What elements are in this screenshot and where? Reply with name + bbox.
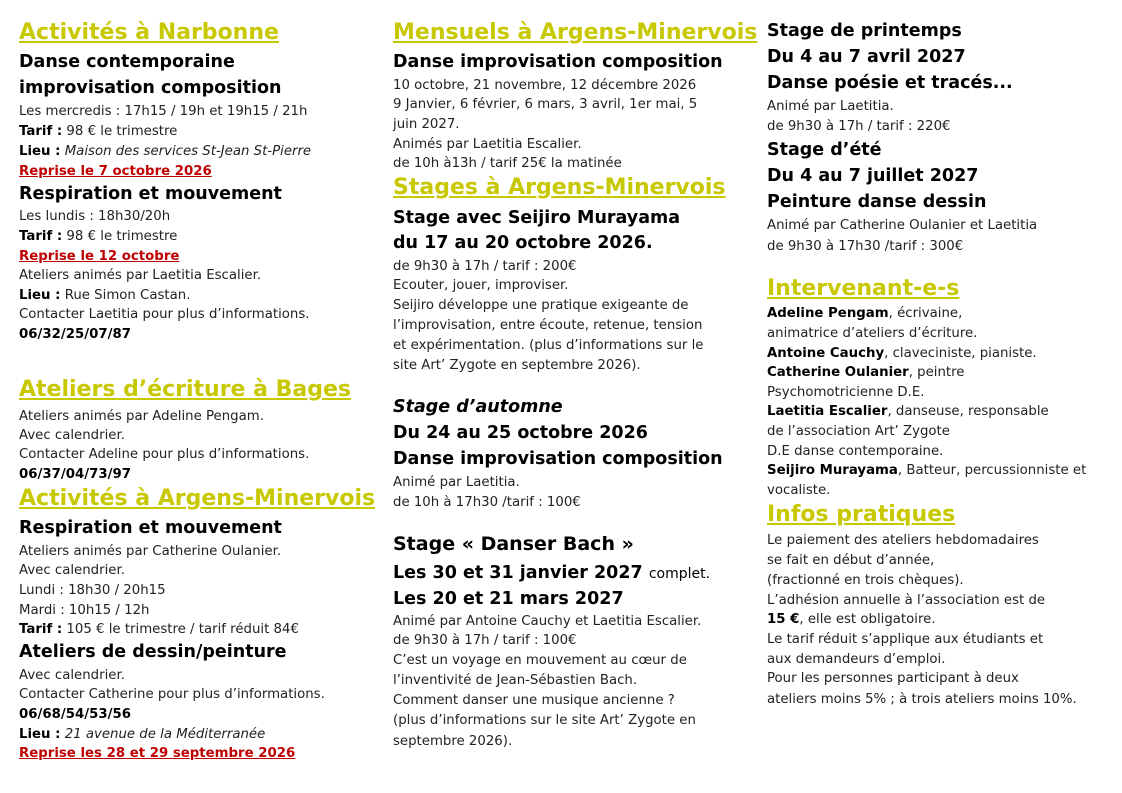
antoine-desc: , claveciniste, pianiste. (884, 346, 1037, 361)
bages-phone: 06/37/04/73/97 (19, 467, 131, 482)
seijiro-name: Seijiro Murayama (767, 463, 898, 478)
automne-horaire: de 10h à 17h30 /tarif : 100€ (393, 495, 581, 510)
infos-line-6: Le tarif réduit s’applique aux étudiants et (767, 632, 1044, 647)
infos-line-5 (767, 612, 936, 627)
seijiro-line-3: l’improvisation, entre écoute, retenue, tension (393, 318, 703, 333)
adeline-name: Adeline Pengam (767, 306, 889, 321)
intervenants-heading: Intervenant-e-s (767, 276, 960, 301)
bach-horaire: de 9h30 à 17h / tarif : 100€ (393, 633, 577, 648)
resp-phone: 06/32/25/07/87 (19, 327, 131, 342)
seijiro-line-5: site Art’ Zygote en septembre 2026). (393, 358, 641, 373)
danse-schedule: Les mercredis : 17h15 / 19h et 19h15 / 21h (19, 104, 308, 119)
laetitia-desc-3: D.E danse contemporaine. (767, 444, 944, 459)
resp-title: Respiration et mouvement (19, 184, 282, 204)
mensuels-animes: Animés par Laetitia Escalier. (393, 137, 582, 152)
narbonne-heading: Activités à Narbonne (19, 20, 279, 45)
catherine-desc: , peintre (908, 365, 965, 380)
bach-line-4: (plus d’informations sur le site Art’ Zygote en (393, 713, 696, 728)
tarif-label: Tarif : (19, 124, 63, 139)
danse-title-line1: Danse contemporaine (19, 52, 235, 72)
adhesion-amount: 15 € (767, 612, 800, 627)
seijiro-title: Stage avec Seijiro Murayama (393, 208, 681, 228)
seijiro-line-2: Seijiro développe une pratique exigeante de (393, 298, 689, 313)
dessin-lieu-line (19, 727, 265, 742)
printemps-title: Stage de printemps (767, 21, 962, 41)
resp-schedule: Les lundis : 18h30/20h (19, 209, 171, 224)
adhesion-text: , elle est obligatoire. (799, 612, 936, 627)
infos-line-4: L’adhésion annuelle à l’association est de (767, 593, 1046, 608)
automne-dates: Du 24 au 25 octobre 2026 (393, 423, 648, 443)
mensuels-heading: Mensuels à Argens-Minervois (393, 20, 758, 45)
bages-heading: Ateliers d’écriture à Bages (19, 377, 352, 402)
danse-title-line2: improvisation composition (19, 78, 282, 98)
bach-line-2: l’inventivité de Jean-Sébastien Bach. (393, 673, 638, 688)
bach-complet: complet. (648, 566, 711, 582)
mensuels-dates-1: 10 octobre, 21 novembre, 12 décembre 2026 (393, 78, 697, 93)
resp-animes: Ateliers animés par Laetitia Escalier. (19, 268, 262, 283)
infos-line-3: (fractionné en trois chèques). (767, 573, 964, 588)
adeline-desc: , écrivaine, (888, 306, 963, 321)
intervenant-adeline (767, 306, 962, 321)
seijiro-line-4: et expérimentation. (plus d’informations sur le (393, 338, 704, 353)
ete-title: Stage d’été (767, 140, 882, 160)
dessin-reprise: Reprise les 28 et 29 septembre 2026 (19, 746, 296, 761)
ete-subtitle: Peinture danse dessin (767, 192, 987, 212)
tarif-label: Tarif : (19, 229, 63, 244)
catherine-name: Catherine Oulanier (767, 365, 909, 380)
bages-animes: Ateliers animés par Adeline Pengam. (19, 409, 264, 424)
bach-dates-1-line (393, 563, 710, 583)
argens-resp-title: Respiration et mouvement (19, 518, 282, 538)
argens-resp-tarif: 105 € le trimestre / tarif réduit 84€ (66, 622, 299, 637)
argens-heading: Activités à Argens-Minervois (19, 486, 376, 511)
danse-lieu-line (19, 144, 311, 159)
danse-lieu: Maison des services St-Jean St-Pierre (64, 144, 312, 159)
ete-dates: Du 4 au 7 juillet 2027 (767, 166, 979, 186)
bach-dates-1: Les 30 et 31 janvier 2027 (393, 563, 643, 583)
laetitia-desc: , danseuse, responsable (887, 404, 1049, 419)
mensuels-dates-3: juin 2027. (393, 117, 460, 132)
printemps-anime: Animé par Laetitia. (767, 99, 894, 114)
seijiro-desc: , Batteur, percussionniste et (897, 463, 1087, 478)
infos-line-2: se fait en début d’année, (767, 553, 935, 568)
adeline-desc-2: animatrice d’ateliers d’écriture. (767, 326, 978, 341)
bach-line-3: Comment danser une musique ancienne ? (393, 693, 675, 708)
resp-reprise: Reprise le 12 octobre (19, 249, 180, 264)
antoine-name: Antoine Cauchy (767, 346, 885, 361)
bach-dates-2: Les 20 et 21 mars 2027 (393, 589, 624, 609)
printemps-horaire: de 9h30 à 17h / tarif : 220€ (767, 119, 951, 134)
danse-reprise: Reprise le 7 octobre 2026 (19, 164, 212, 179)
seijiro-line-1: Ecouter, jouer, improviser. (393, 278, 569, 293)
intervenant-seijiro (767, 463, 1086, 478)
argens-resp-mardi: Mardi : 10h15 / 12h (19, 603, 150, 618)
stages-heading: Stages à Argens-Minervois (393, 175, 726, 200)
argens-resp-animes: Ateliers animés par Catherine Oulanier. (19, 544, 282, 559)
resp-lieu: Rue Simon Castan. (64, 288, 191, 303)
infos-line-7: aux demandeurs d’emploi. (767, 652, 946, 667)
lieu-label: Lieu : (19, 727, 61, 742)
argens-resp-calendar: Avec calendrier. (19, 563, 125, 578)
intervenant-laetitia (767, 404, 1049, 419)
infos-heading: Infos pratiques (767, 502, 956, 527)
bach-line-1: C’est un voyage en mouvement au cœur de (393, 653, 687, 668)
resp-tarif-line (19, 229, 177, 244)
lieu-label: Lieu : (19, 288, 61, 303)
catherine-desc-2: Psychomotricienne D.E. (767, 385, 925, 400)
mensuels-dates-2: 9 Janvier, 6 février, 6 mars, 3 avril, 1er mai, 5 (393, 97, 698, 112)
automne-subtitle: Danse improvisation composition (393, 449, 723, 469)
dessin-phone: 06/68/54/53/56 (19, 707, 131, 722)
mensuels-horaire: de 10h à13h / tarif 25€ la matinée (393, 156, 622, 171)
argens-resp-lundi: Lundi : 18h30 / 20h15 (19, 583, 166, 598)
laetitia-desc-2: de l’association Art’ Zygote (767, 424, 950, 439)
lieu-label: Lieu : (19, 144, 61, 159)
ete-anime: Animé par Catherine Oulanier et Laetitia (767, 218, 1038, 233)
resp-contact: Contacter Laetitia pour plus d’informations. (19, 307, 310, 322)
dessin-lieu: 21 avenue de la Méditerranée (64, 727, 266, 742)
bach-line-5: septembre 2026). (393, 734, 513, 749)
dessin-title: Ateliers de dessin/peinture (19, 642, 287, 662)
bach-title: Stage « Danser Bach » (393, 533, 634, 555)
infos-line-8: Pour les personnes participant à deux (767, 671, 1019, 686)
danse-tarif: 98 € le trimestre (66, 124, 178, 139)
tarif-label: Tarif : (19, 622, 63, 637)
resp-tarif: 98 € le trimestre (66, 229, 178, 244)
laetitia-name: Laetitia Escalier (767, 404, 888, 419)
intervenant-catherine (767, 365, 964, 380)
ete-horaire: de 9h30 à 17h30 /tarif : 300€ (767, 239, 964, 254)
seijiro-dates: du 17 au 20 octobre 2026. (393, 233, 653, 253)
dessin-calendar: Avec calendrier. (19, 668, 125, 683)
seijiro-horaire: de 9h30 à 17h / tarif : 200€ (393, 259, 577, 274)
printemps-dates: Du 4 au 7 avril 2027 (767, 47, 966, 67)
bages-contact: Contacter Adeline pour plus d’informations. (19, 447, 310, 462)
mensuels-subtitle: Danse improvisation composition (393, 52, 723, 72)
dessin-contact: Contacter Catherine pour plus d’informations. (19, 687, 325, 702)
danse-tarif-line (19, 124, 177, 139)
bages-calendar: Avec calendrier. (19, 428, 125, 443)
infos-line-9: ateliers moins 5% ; à trois ateliers moins 10%. (767, 692, 1077, 707)
automne-title: Stage d’automne (393, 397, 563, 417)
infos-line-1: Le paiement des ateliers hebdomadaires (767, 533, 1039, 548)
argens-resp-tarif-line (19, 622, 299, 637)
automne-animes: Animé par Laetitia. (393, 475, 520, 490)
resp-lieu-line (19, 288, 190, 303)
seijiro-desc-2: vocaliste. (767, 483, 831, 498)
intervenant-antoine (767, 346, 1037, 361)
bach-anime: Animé par Antoine Cauchy et Laetitia Escalier. (393, 614, 702, 629)
printemps-subtitle: Danse poésie et tracés... (767, 73, 1013, 93)
